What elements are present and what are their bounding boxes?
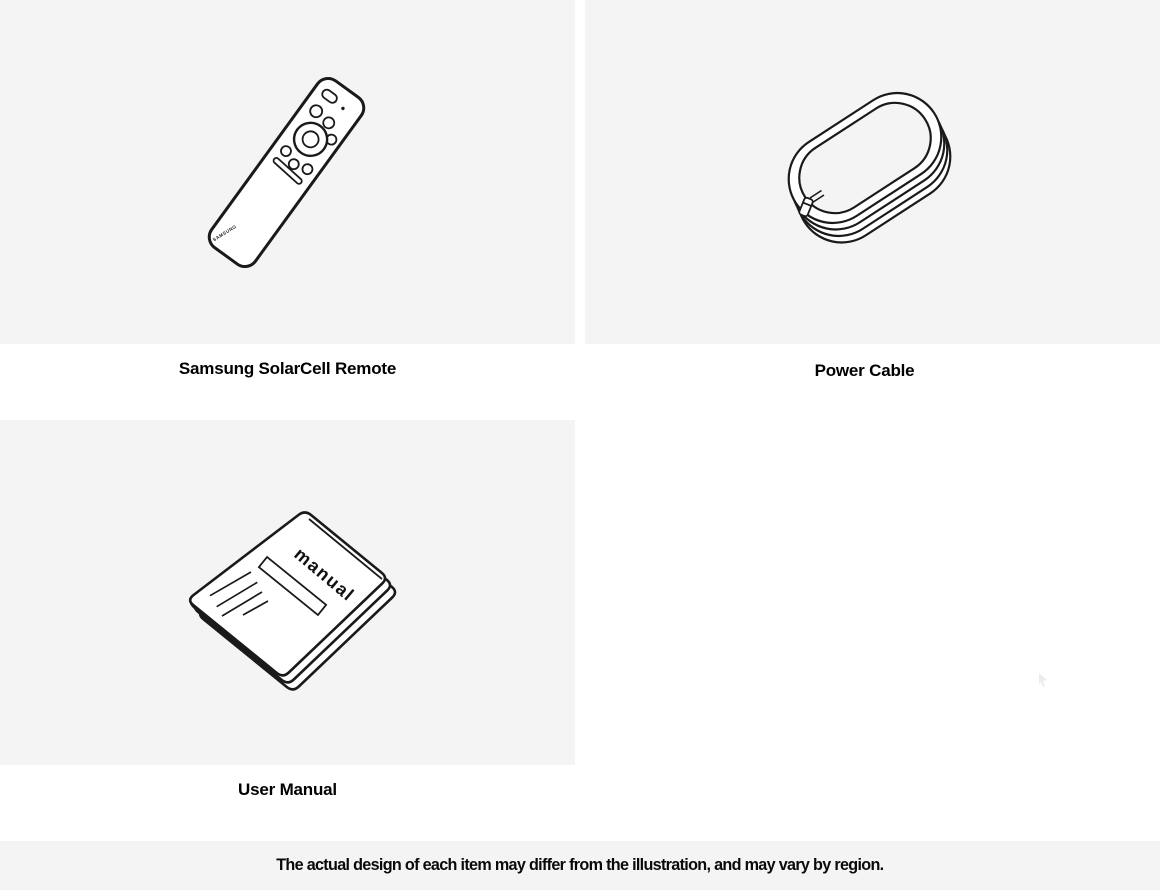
power-cable-illustration — [585, 0, 1160, 344]
power-cable-item-label: Power Cable — [814, 361, 915, 380]
power-cable-item-tile — [585, 0, 1160, 344]
remote-item-tile — [0, 0, 575, 344]
user-manual-item-label: User Manual — [238, 780, 337, 799]
footer-note-bar — [0, 841, 1160, 890]
remote-brand-text: SAMSUNG — [211, 223, 238, 243]
remote-item-label: Samsung SolarCell Remote — [178, 359, 397, 378]
manual-cover-text: manual — [290, 543, 359, 606]
footer-note-text: The actual design of each item may differ from the illustration, and may vary by region. — [276, 856, 884, 874]
faint-cursor-mark — [1036, 672, 1050, 688]
remote-control-illustration — [0, 0, 575, 344]
user-manual-illustration — [0, 420, 575, 765]
user-manual-item-tile — [0, 420, 575, 765]
